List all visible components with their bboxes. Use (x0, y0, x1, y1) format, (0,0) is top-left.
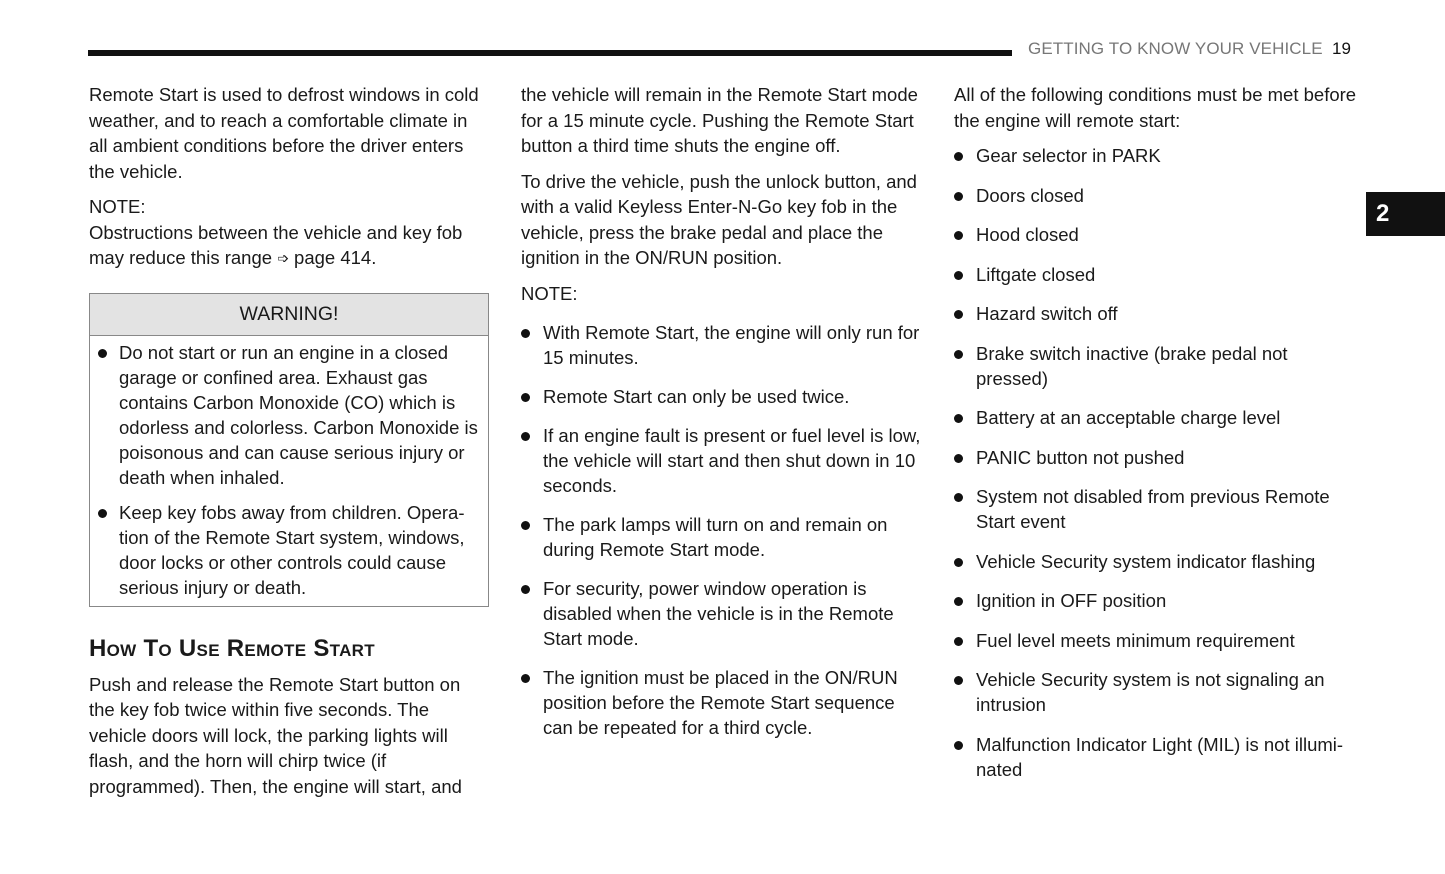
note-text-start: Obstructions between the vehicle and key fob may reduce this range (89, 221, 463, 268)
column-2 (521, 82, 923, 754)
chapter-tab[interactable] (1366, 192, 1445, 236)
list-item (954, 341, 1364, 391)
bullet-icon (954, 676, 963, 685)
list-item (521, 665, 923, 740)
page-reference-link[interactable]: page 414. (288, 247, 377, 268)
list-item-text: For security, power window operation is disabled when the vehicle is in the Remote Start mode. (543, 578, 894, 649)
arrow-right-icon: ➩ (277, 250, 289, 266)
list-item-text: Gear selector in PARK (976, 145, 1161, 166)
list-item-text: Hazard switch off (976, 303, 1118, 324)
list-item (521, 576, 923, 651)
header-rule (88, 50, 1012, 56)
list-item-text: The ignition must be placed in the ON/RUN position before the Remote Start sequence can be repeated for a third cycle. (543, 667, 898, 738)
list-item-text: Hood closed (976, 224, 1079, 245)
bullet-icon (521, 521, 530, 530)
bullet-icon (98, 509, 107, 518)
warning-list (90, 336, 488, 606)
note-label: NOTE: (521, 282, 578, 304)
column-3 (954, 82, 1364, 796)
list-item-text: The park lamps will turn on and remain on during Remote Start mode. (543, 514, 888, 560)
list-item (954, 667, 1364, 717)
bullet-icon (954, 597, 963, 606)
list-item-text: Vehicle Security system indicator flashing (976, 550, 1316, 572)
bullet-icon (521, 329, 530, 338)
bullet-icon (954, 637, 963, 646)
warning-item (98, 500, 480, 600)
list-item (954, 222, 1364, 247)
bullet-icon (954, 192, 963, 201)
bullet-icon (98, 349, 107, 358)
list-item (521, 320, 923, 370)
section-heading: How To Use Remote Start (89, 634, 375, 662)
bullet-icon (954, 350, 963, 359)
bullet-icon (521, 674, 530, 683)
list-item-text: Battery at an acceptable charge level (976, 407, 1281, 428)
warning-item-text: Keep key fobs away from children. Opera-tion of the Remote Start system, windows, door locks or other controls could cause serious injury or death. (119, 501, 465, 598)
bullet-icon (954, 414, 963, 423)
list-item-text: Remote Start can only be used twice. (543, 386, 850, 407)
bullet-icon (954, 310, 963, 319)
list-item (954, 183, 1364, 208)
bullet-icon (954, 231, 963, 240)
bullet-icon (954, 741, 963, 750)
list-item-text: Doors closed (976, 184, 1084, 206)
warning-title: WARNING! (90, 294, 488, 336)
list-item-text: Malfunction Indicator Light (MIL) is not illumi-nated (976, 733, 1344, 780)
page-number: 19 (1332, 39, 1351, 58)
list-item (954, 262, 1364, 287)
bullet-icon (521, 585, 530, 594)
list-item-text: Vehicle Security system is not signaling an intrusion (976, 669, 1325, 715)
list-item-text: If an engine fault is present or fuel level is low, the vehicle will start and then shut down in 10 seconds. (543, 425, 921, 496)
list-item-text: Liftgate closed (976, 263, 1096, 285)
list-item (954, 628, 1364, 653)
list-item-text: With Remote Start, the engine will only run for 15 minutes. (543, 322, 920, 368)
list-item-text: Ignition in OFF position (976, 590, 1167, 611)
warning-item (98, 340, 480, 490)
note-list (521, 320, 923, 740)
running-head: GETTING TO KNOW YOUR VEHICLE (1028, 39, 1323, 58)
bullet-icon (521, 432, 530, 441)
note-label: NOTE: (89, 196, 146, 217)
bullet-icon (954, 271, 963, 280)
list-item (521, 423, 923, 498)
conditions-list (954, 143, 1364, 782)
list-item-text: System not disabled from previous Remote Start event (976, 486, 1330, 532)
list-item-text: PANIC button not pushed (976, 446, 1185, 468)
list-item (521, 384, 923, 409)
list-item (954, 143, 1364, 168)
list-item-text: Brake switch inactive (brake pedal not pressed) (976, 342, 1288, 389)
list-item (954, 445, 1364, 470)
list-item (954, 549, 1364, 574)
list-item (954, 301, 1364, 326)
list-item (521, 512, 923, 562)
bullet-icon (954, 493, 963, 502)
list-item (954, 405, 1364, 430)
list-item (954, 484, 1364, 534)
section-body: Push and release the Remote Start button on the key fob twice within five seconds. The vehicle doors will lock, the parking lights will flash, and the horn will chirp twice (if programmed). Then, the engine will start, and (89, 673, 462, 797)
warning-item-text: Do not start or run an engine in a closed garage or confined area. Exhaust gas contains Carbon Monoxide (CO) which is odorless and colorless. Carbon Monoxide is poisonous and can cause serious injury or death when inhaled. (119, 341, 478, 488)
bullet-icon (954, 454, 963, 463)
bullet-icon (521, 393, 530, 402)
list-item (954, 588, 1364, 613)
chapter-tab-label: 2 (1376, 200, 1390, 227)
continued-paragraph: the vehicle will remain in the Remote Start mode for a 15 minute cycle. Pushing the Remote Start button a third time shuts the engine off. (521, 84, 918, 156)
intro-paragraph: Remote Start is used to defrost windows in cold weather, and to reach a comfortable climate in all ambient conditions before the driver enters the vehicle. (89, 84, 479, 182)
column-1 (89, 82, 491, 799)
list-item (954, 732, 1364, 782)
note-text (89, 220, 491, 273)
conditions-intro: All of the following conditions must be met before the engine will remote start: (954, 84, 1357, 131)
warning-box (89, 293, 489, 607)
bullet-icon (954, 558, 963, 567)
drive-paragraph: To drive the vehicle, push the unlock button, and with a valid Keyless Enter-N-Go key fob in the vehicle, press the brake pedal and place the ignition in the ON/RUN position. (521, 170, 917, 268)
bullet-icon (954, 152, 963, 161)
list-item-text: Fuel level meets minimum requirement (976, 629, 1295, 651)
